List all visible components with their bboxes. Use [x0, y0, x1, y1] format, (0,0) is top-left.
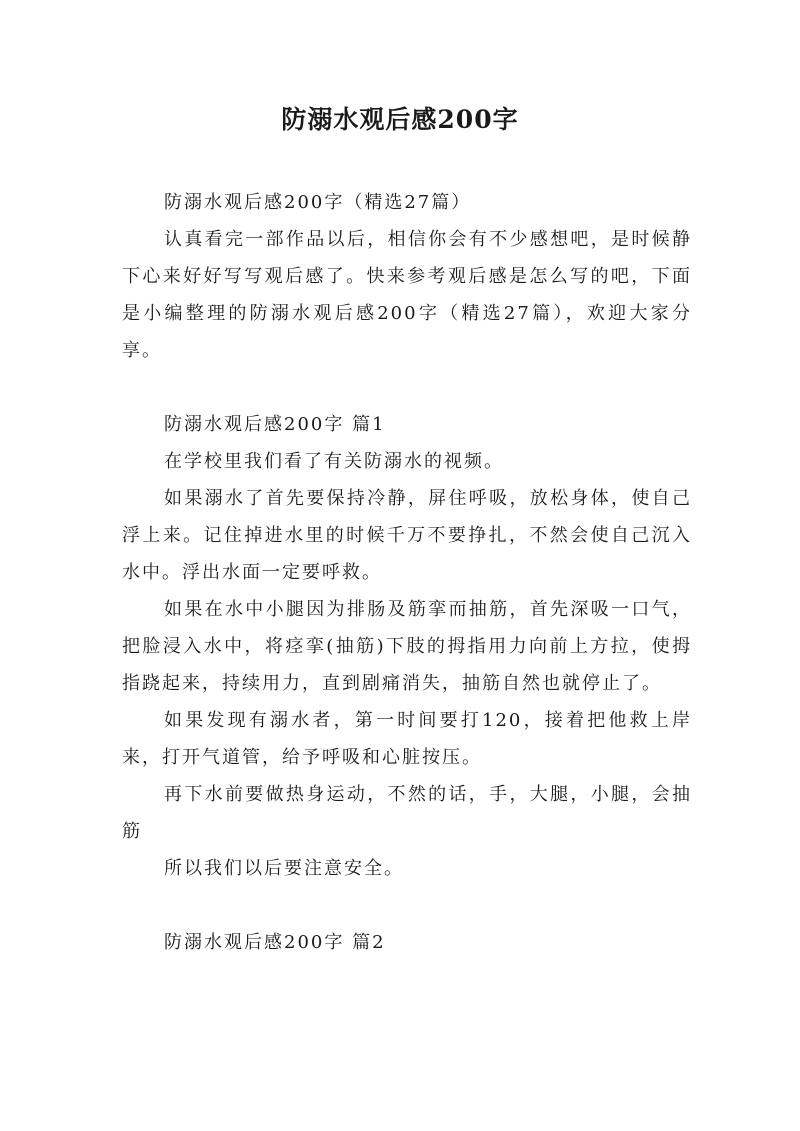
section-spacer	[122, 369, 692, 406]
section-heading-1: 防溺水观后感200字 篇1	[164, 414, 386, 435]
section-spacer	[122, 887, 692, 924]
section-1-paragraph-4: 如果发现有溺水者，第一时间要打120，接着把他救上岸来，打开气道管，给予呼吸和心脏按压。	[122, 710, 692, 768]
document-body	[122, 184, 692, 961]
document-title: 防溺水观后感200字	[281, 105, 519, 134]
section-1-paragraph-1: 在学校里我们看了有关防溺水的视频。	[164, 451, 504, 472]
section-heading-2: 防溺水观后感200字 篇2	[164, 932, 386, 953]
document-subtitle: 防溺水观后感200字（精选27篇）	[164, 192, 472, 213]
section-1-paragraph-3: 如果在水中小腿因为排肠及筋挛而抽筋，首先深吸一口气，把脸浸入水中，将痉挛(抽筋)下肢的拇指用力向前上方拉，使拇指跷起来，持续用力，直到剧痛消失，抽筋自然也就停止了。	[122, 599, 692, 694]
section-1-paragraph-5: 再下水前要做热身运动，不然的话，手，大腿，小腿，会抽筋	[122, 784, 692, 842]
intro-paragraph: 认真看完一部作品以后，相信你会有不少感想吧，是时候静下心来好好写写观后感了。快来参考观后感是怎么写的吧，下面是小编整理的防溺水观后感200字（精选27篇），欢迎大家分享。	[122, 229, 692, 361]
section-1-paragraph-6: 所以我们以后要注意安全。	[164, 858, 404, 879]
section-1-paragraph-2: 如果溺水了首先要保持冷静，屏住呼吸，放松身体，使自己浮上来。记住掉进水里的时候千万不要挣扎，不然会使自己沉入水中。浮出水面一定要呼救。	[122, 488, 692, 583]
